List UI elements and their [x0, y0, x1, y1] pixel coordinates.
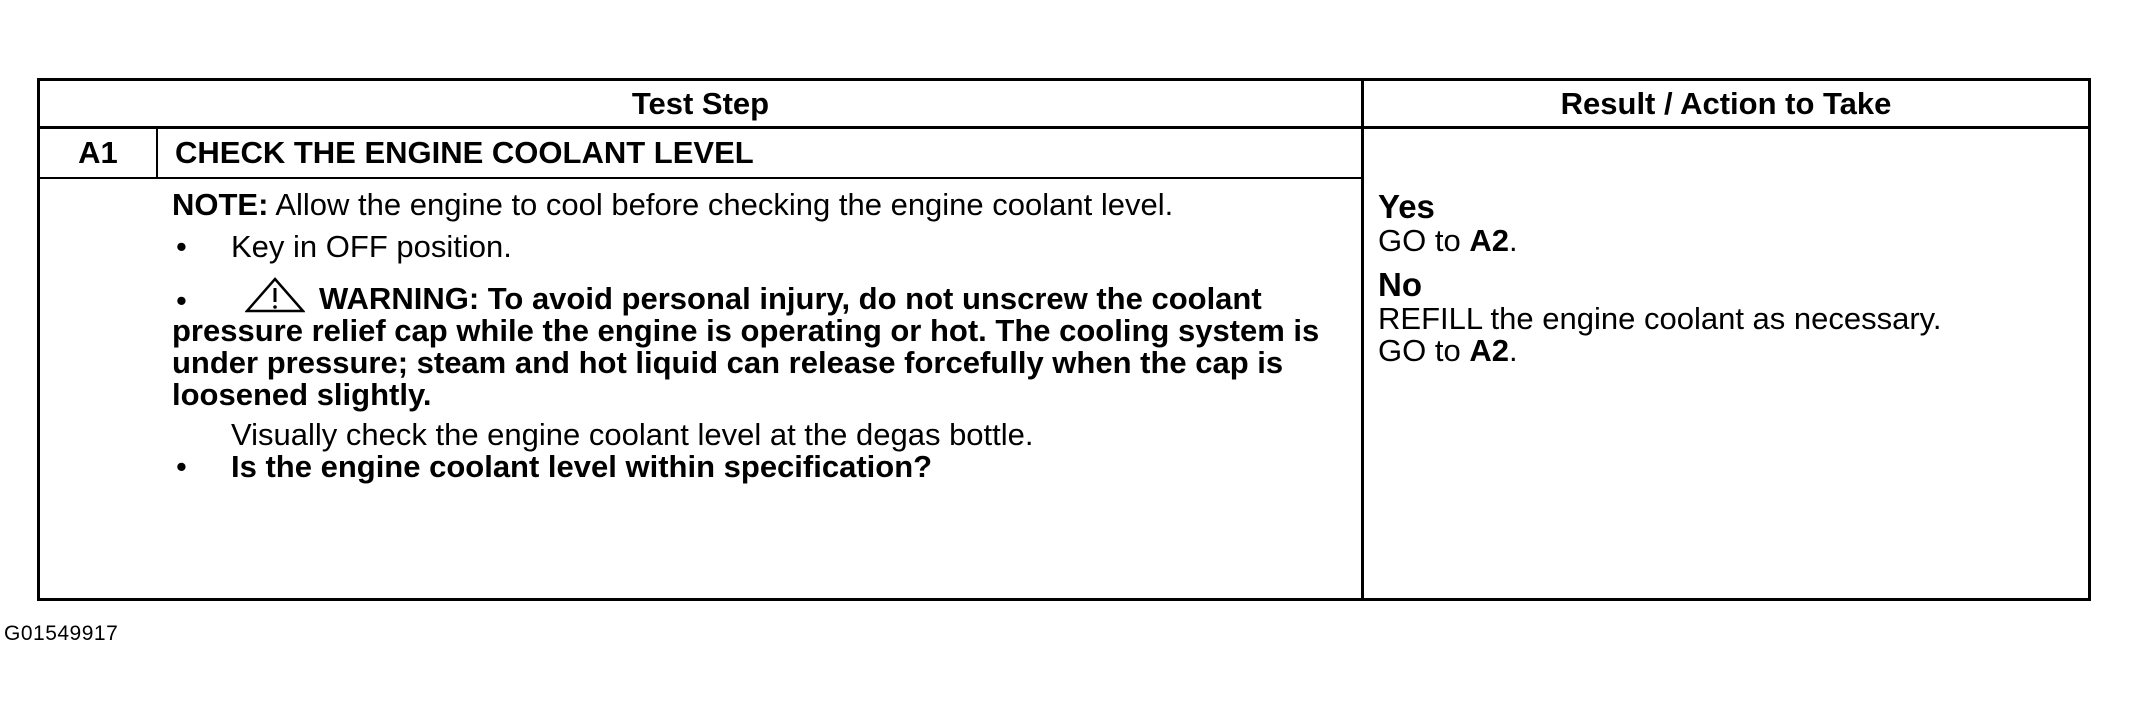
yes-action-prefix: GO to — [1378, 223, 1470, 258]
bullet-key-off: Key in OFF position. — [231, 229, 512, 264]
question-text: Is the engine coolant level within specification? — [231, 449, 933, 484]
column-divider — [1361, 81, 1364, 598]
note-label: NOTE: — [172, 187, 269, 222]
bullet-icon: • — [176, 229, 187, 264]
result-column — [1378, 189, 2078, 367]
no-label: No — [1378, 266, 1422, 303]
bullet-icon: • — [176, 283, 187, 318]
list-item — [172, 451, 1342, 483]
visual-check-line: Visually check the engine coolant level at the degas bottle. — [231, 417, 1034, 452]
header-test-step: Test Step — [631, 86, 770, 121]
table-header-row — [40, 81, 2088, 129]
no-action — [1378, 335, 2078, 367]
step-title-row — [40, 129, 1361, 179]
step-title: CHECK THE ENGINE COOLANT LEVEL — [175, 135, 754, 170]
warning-item — [172, 277, 1342, 411]
note-text: Allow the engine to cool before checking the engine coolant level. — [268, 187, 1174, 222]
bullet-icon: • — [176, 449, 187, 484]
note-paragraph — [172, 189, 1342, 221]
yes-label: Yes — [1378, 188, 1435, 225]
yes-action — [1378, 225, 2078, 257]
step-id: A1 — [40, 129, 158, 177]
diagnostic-table — [37, 78, 2091, 601]
yes-action-suffix: . — [1508, 223, 1518, 258]
warning-text: WARNING: To avoid personal injury, do not unscrew the coolant pressure relief cap while the engine is operating or hot. The cooling system is under pressure; steam and hot liquid can release forcefully when the cap is loosened slightly. — [172, 281, 1320, 412]
figure-id: G01549917 — [4, 622, 119, 645]
header-result-action: Result / Action to Take — [1560, 86, 1892, 121]
no-action-suffix: . — [1508, 333, 1518, 368]
yes-action-target: A2 — [1469, 223, 1509, 258]
no-action-prefix: GO to — [1378, 333, 1470, 368]
warning-triangle-icon — [245, 277, 305, 313]
no-action-line1: REFILL the engine coolant as necessary. — [1378, 301, 1942, 336]
list-item — [172, 231, 1342, 263]
step-body — [172, 189, 1342, 483]
no-action-target: A2 — [1469, 333, 1509, 368]
